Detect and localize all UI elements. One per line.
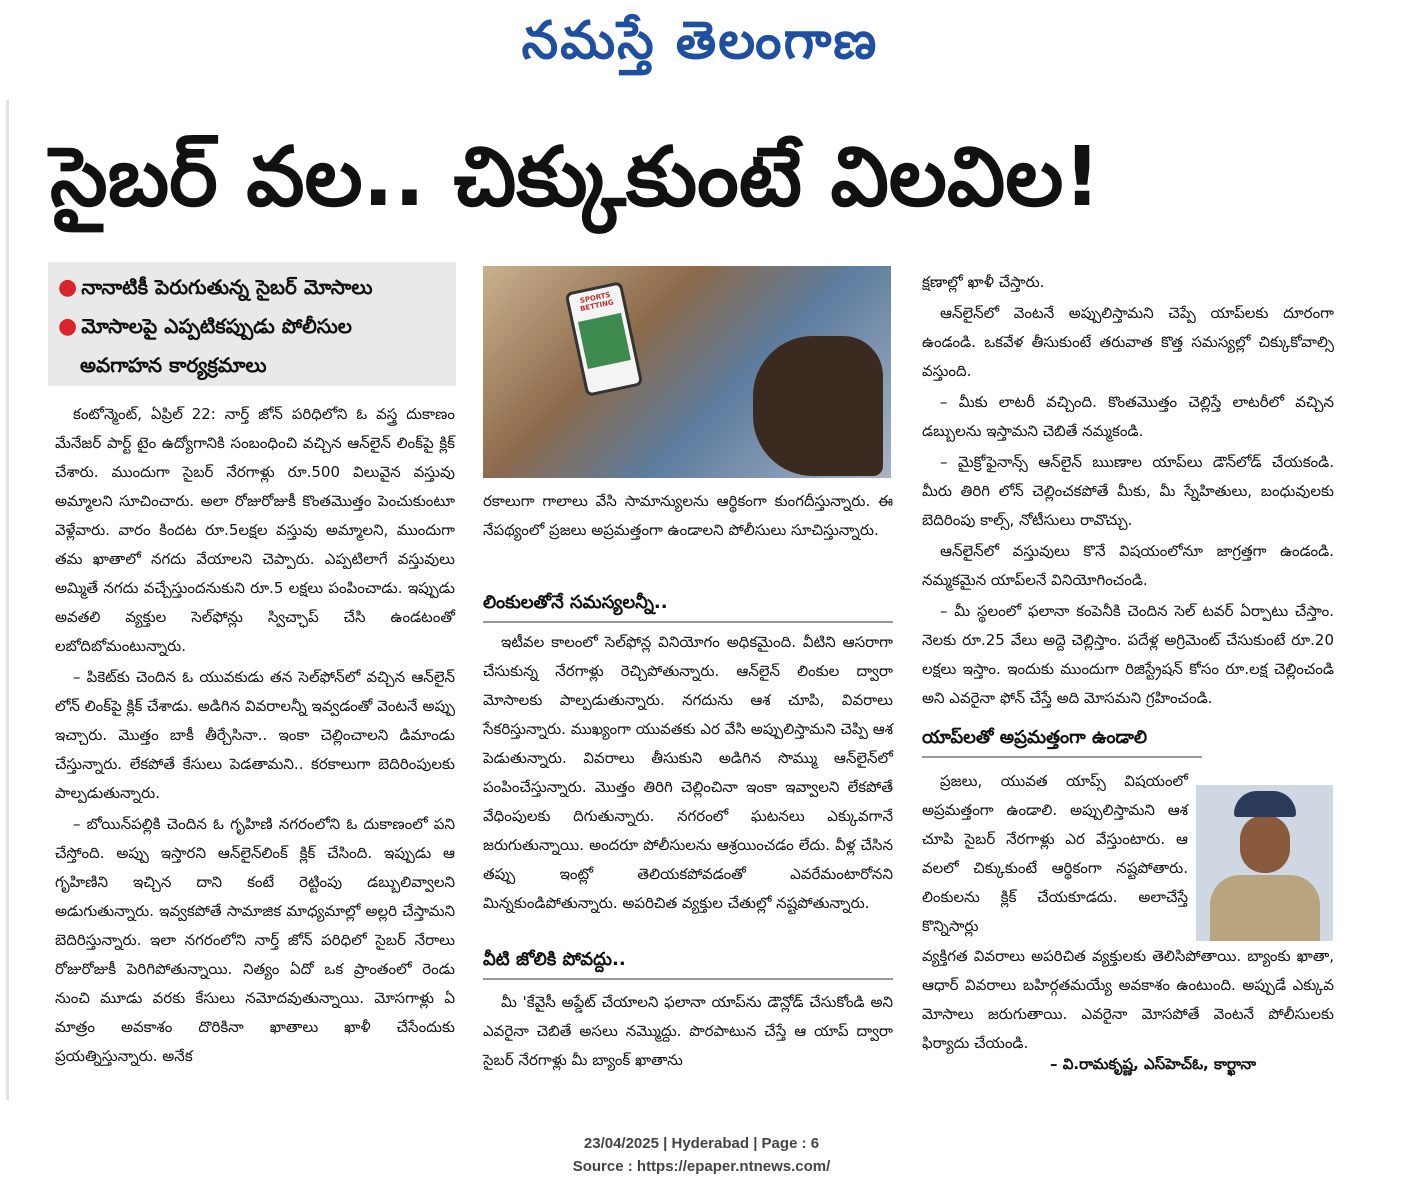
uniform-shape — [1210, 875, 1320, 941]
paragraph: క్షణాల్లో ఖాళీ చేస్తారు. — [922, 273, 1045, 291]
subheading: యాప్‌లతో అప్రమత్తంగా ఉండాలి — [922, 720, 1202, 758]
subheading: వీటి జోలికి పోవద్దు.. — [483, 942, 893, 980]
paragraph: వ్యక్తిగత వివరాలు అపరిచిత వ్యక్తులకు తెలిసిపోతాయి. బ్యాంకు ఖాతా, ఆధార్ వివరాలు బహిర్గతమయ్యే అవకాశం ఉంటుంది. అప్పుడే ఎక్కువ మోసాలు జరుగుతాయి. ఎవరైనా మోసపోతే వెంటనే పోలీసులకు ఫిర్యాదు చేయండి. — [922, 947, 1334, 1052]
highlight-text: మోసాలపై ఎప్పటికప్పుడు పోలీసుల — [81, 314, 352, 338]
highlight-text: నానాటికీ పెరుగుతున్న సైబర్ మోసాలు — [81, 275, 373, 299]
highlight-item — [58, 268, 446, 307]
paragraph: మీ 'కేవైసీ అప్డేట్ చేయాలని ఫలానా యాప్‌ను డౌన్లోడ్ చేసుకోండి అని ఎవరైనా చెబితే అసలు నమ్మొద్దు. పొరపాటున చేస్తే ఆ యాప్ ద్వారా సైబర్ నేరగాళ్లు మీ బ్యాంక్ ఖాతాను — [483, 993, 893, 1069]
article-headline: సైబర్ వల.. చిక్కుకుంటే విలవిల! — [50, 130, 1101, 225]
officer-photo — [1196, 785, 1333, 941]
highlight-item — [58, 307, 446, 346]
quote-attribution: – వి.రామకృష్ణ, ఎస్‌హెచ్‌ఓ, కార్ఖానా — [1050, 1055, 1257, 1073]
person-silhouette — [753, 336, 883, 476]
paragraph: ప్రజలు, యువత యాప్స్ విషయంలో అప్రమత్తంగా ఉండాలి. అప్పులిస్తామని ఆశ చూపి సైబర్ నేరగాళ్లు ఎర వేస్తుంటారు. ఆ వలలో చిక్కుకుంటే ఆర్థికంగా నష్టపోతారు. లింకులను క్లిక్ చేయకూడదు. అలాచేస్తే కొన్నిసార్లు — [922, 772, 1188, 935]
police-cap-icon — [1234, 791, 1296, 817]
paragraph: రకాలుగా గాలాలు వేసి సామాన్యులను ఆర్థికంగా కుంగదీస్తున్నారు. ఈ నేపథ్యంలో ప్రజలు అప్రమత్తంగా ఉండాలని పోలీసులు సూచిస్తున్నారు. — [483, 492, 893, 539]
paragraph: కంటోన్మెంట్, ఏప్రిల్ 22: నార్త్ జోన్ పరిధిలోని ఓ వస్త్ర దుకాణం మేనేజర్ పార్ట్ టైం ఉద్యోగానికి సంబంధించి వచ్చిన ఆన్‌లైన్ లింక్‌పై క్లిక్ చేశారు. ముందుగా సైబర్ నేరగాళ్లు రూ.500 విలువైన వస్తువు అమ్మాలని సూచించారు. అలా రోజురోజుకీ కొంతమొత్తం పెంచుకుంటూ వెళ్లేవారు. వారం కిందట రూ.5లక్షల వస్తువు అమ్మాలని, ముందుగా తమ ఖాతాలో నగదు వేయాలని చెప్పారు. ఎప్పటిలాగే వస్తువులు అమ్మితే నగదు వచ్చేస్తుందనుకుని రూ.5 లక్షలు పంపించాడు. ఇప్పుడు అవతలి వ్యక్తుల సెల్‌ఫోన్లు స్విచ్ఛాప్ చేసి ఉండటంతో లబోదిబోమంటున్నారు. — [55, 405, 455, 655]
article-photo — [483, 266, 891, 478]
footer-source-line: Source : https://epaper.ntnews.com/ — [572, 1158, 831, 1175]
face-shape — [1240, 815, 1290, 873]
red-bullet-icon: ● — [58, 314, 78, 339]
phone-screen-text: SPORTS BETTING — [579, 290, 615, 314]
article-column-1 — [55, 400, 455, 1090]
highlights-box — [48, 262, 456, 386]
quote-column-upper — [922, 767, 1188, 945]
article-column-2-top — [483, 487, 893, 577]
article-column-2-mid — [483, 628, 893, 933]
article-column-2-bottom — [483, 988, 893, 1093]
newspaper-masthead: నమస్తే తెలంగాణ — [521, 11, 879, 71]
page-edge-line — [6, 100, 9, 1100]
paragraph: ఇటీవల కాలంలో సెల్‌ఫోన్ల వినియోగం అధికమైంది. వీటిని ఆసరాగా చేసుకున్న నేరగాళ్లు రెచ్చిపోతున్నారు. ఆన్‌లైన్ లింకుల ద్వారా మోసాలకు పాల్పడుతున్నారు. నగదును ఆశ చూపి, వివరాలు సేకరిస్తున్నారు. ముఖ్యంగా యువతకు ఎర వేసి అప్పులిస్తామని చెప్పి ఆశ పెడుతున్నారు. వివరాలు తీసుకుని అడిగిన సొమ్ము ఆన్‌లైన్‌లో పంపించేస్తున్నారు. మొత్తం తిరిగి చెల్లించినా ఇంకా ఇవ్వాలని లేకపోతే వేధింపులకు దిగుతున్నారు. నగరంలో ఘటనలు ఎక్కువగానే జరుగుతున్నాయి. అందరూ పోలీసులను ఆశ్రయించడం లేదు. వీళ్ల చేసిన తప్పు ఇంట్లో తెలియకపోవడంతో ఎవరేమంటారోనని మిన్నకుండిపోతున్నారు. అపరిచిత వ్యక్తుల చేతుల్లో నష్టపోతున్నారు. — [483, 633, 893, 912]
paragraph: ఆన్‌లైన్‌లో వెంటనే అప్పులిస్తామని చెప్పే యాప్‌లకు దూరంగా ఉండండి. ఒకవేళ తీసుకుంటే తరువాత కొత్త సమస్యల్లో చిక్కుకోవాల్సి వస్తుంది. — [922, 304, 1334, 380]
highlight-text-continued: అవగాహన కార్యక్రమాలు — [80, 353, 267, 377]
paragraph: ఆన్‌లైన్‌లో వస్తువులు కొనే విషయంలోనూ జాగ్రత్తగా ఉండండి. నమ్మకమైన యాప్‌లనే వినియోగించండి. — [922, 542, 1334, 589]
paragraph: – మీ స్థలంలో ఫలానా కంపెనీకి చెందిన సెల్ టవర్ ఏర్పాటు చేస్తాం. నెలకు రూ.25 వేలు అద్దె చెల్లిస్తాం. పదేళ్ల అగ్రిమెంట్ చేసుకుంటే రూ.20 లక్షలు ఇస్తాం. ఇందుకు ముందుగా రిజిస్ట్రేషన్ కోసం రూ.లక్ష చెల్లించండి అని ఎవరైనా ఫోన్ చేస్తే అది మోసమని గ్రహించండి. — [922, 602, 1334, 707]
paragraph: – పికెట్‌కు చెందిన ఓ యువకుడు తన సెల్‌ఫోన్‌లో వచ్చిన ఆన్‌లైన్ లోన్ లింక్‌పై క్లిక్ చేశాడు. అడిగిన వివరాలన్నీ ఇవ్వడంతో వెంటనే అప్పు ఇచ్చారు. మొత్తం బాకీ తీర్చేసినా.. ఇంకా చెల్లించాలని డిమాండు చేస్తున్నారు. లేకపోతే కేసులు పెడతామని.. కరకాలుగా బెదిరింపులకు పాల్పడుతున్నారు. — [55, 668, 455, 802]
subheading: లింకులతోనే సమస్యలన్నీ.. — [483, 585, 893, 623]
paragraph: – మైక్రోఫైనాన్స్ ఆన్‌లైన్ ఋణాల యాప్‌లు డౌన్‌లోడ్ చేయకండి. మీరు తిరిగి లోన్ చెల్లించకపోతే మీకు, మీ స్నేహితులు, బంధువులకు బెదిరింపు కాల్స్, నోటీసులు రావొచ్చు. — [922, 453, 1334, 529]
red-bullet-icon: ● — [58, 275, 78, 300]
paragraph: – మీకు లాటరీ వచ్చింది. కొంతమొత్తం చెల్లిస్తే లాటరీలో వచ్చిన డబ్బులను ఇస్తామని చెబితే నమ్మకండి. — [922, 393, 1334, 440]
phone-icon — [565, 281, 644, 397]
phone-screen — [578, 313, 631, 369]
paragraph: – బోయిన్‌పల్లికి చెందిన ఓ గృహిణి నగరంలోని ఓ దుకాణంలో పని చేస్తోంది. అప్పు ఇస్తారని ఆన్‌లైన్‌లింక్ క్లిక్ చేసింది. ఇప్పుడు ఆ గృహిణిని ఇచ్చిన దాని కంటే రెట్టింపు డబ్బులివ్వాలని అడుగుతున్నారు. ఇవ్వకపోతే సామాజిక మాధ్యమాల్లో అల్లరి చేస్తామని బెదిరిస్తున్నారు. ఇలా నగరంలోని నార్త్ జోన్ పరిధిలో సైబర్ నేరాలు రోజురోజుకీ పెరిగిపోతున్నాయి. నిత్యం ఏదో ఒక ప్రాంతంలో రెండు నుంచి మూడు వరకు కేసులు నమోదవుతున్నాయి. మోసగాళ్లు ఏ మాత్రం అవకాశం దొరికినా ఖాతాలు ఖాళీ చేసేందుకు ప్రయత్నిస్తున్నారు. అనేక — [55, 815, 455, 1065]
footer-date-line: 23/04/2025 | Hyderabad | Page : 6 — [583, 1135, 820, 1152]
article-column-3-top — [922, 268, 1334, 714]
quote-column-lower — [922, 942, 1334, 1052]
